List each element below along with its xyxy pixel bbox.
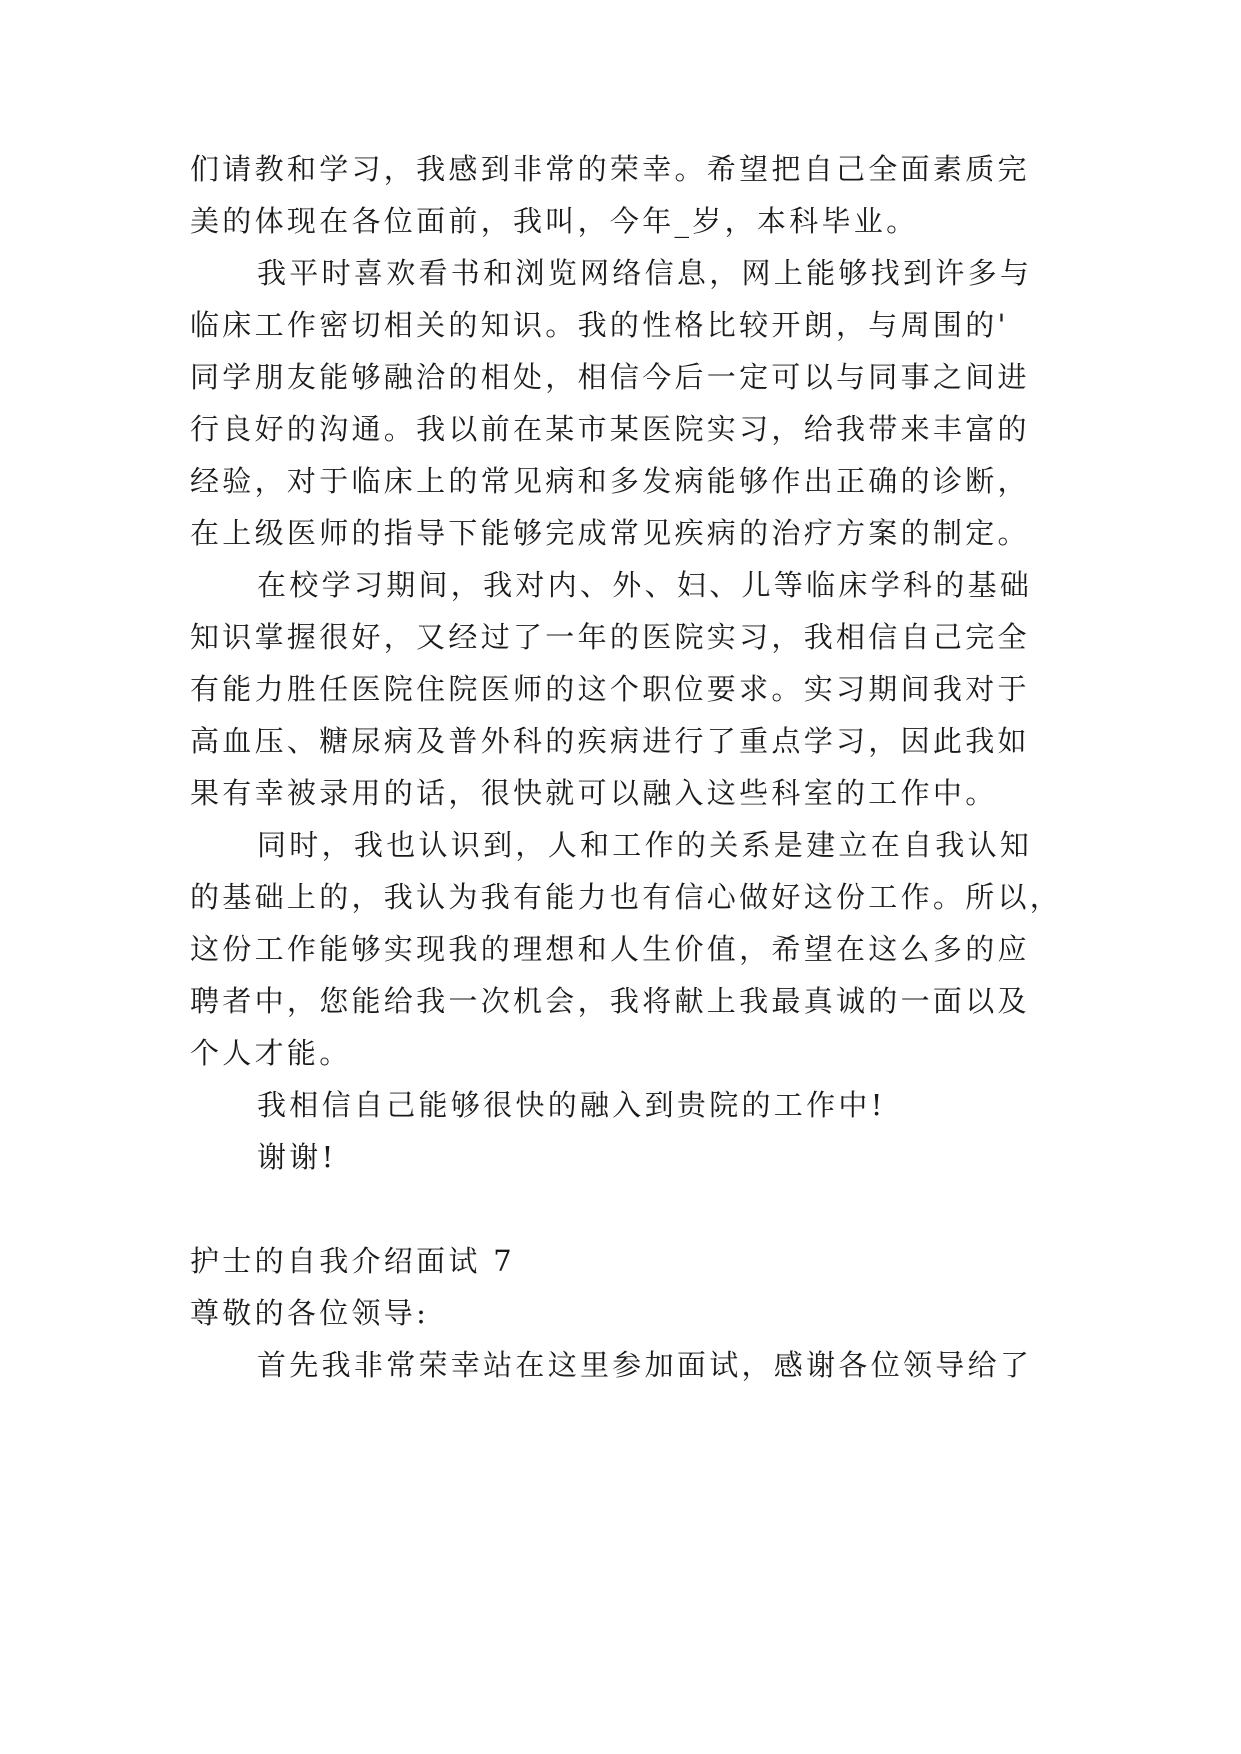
- text-line: 个人才能。: [190, 1036, 352, 1070]
- text-line: 高血压、糖尿病及普外科的疾病进行了重点学习，因此我如: [190, 724, 1030, 758]
- text-line: 经验，对于临床上的常见病和多发病能够作出正确的诊断，: [190, 464, 1030, 498]
- text-line: 这份工作能够实现我的理想和人生价值，希望在这么多的应: [190, 932, 1030, 966]
- text-line: 知识掌握很好，又经过了一年的医院实习，我相信自己完全: [190, 620, 1030, 654]
- paragraph-start-line: 在校学习期间，我对内、外、妇、儿等临床学科的基础: [257, 568, 1033, 602]
- section-title: 护士的自我介绍面试 7: [190, 1244, 515, 1278]
- text-line: 有能力胜任医院住院医师的这个职位要求。实习期间我对于: [190, 672, 1030, 706]
- paragraph-start-line: 我相信自己能够很快的融入到贵院的工作中!: [257, 1088, 886, 1122]
- text-line: 在上级医师的指导下能够完成常见疾病的治疗方案的制定。: [190, 516, 1030, 550]
- paragraph-start-line: 我平时喜欢看书和浏览网络信息，网上能够找到许多与: [257, 256, 1033, 290]
- text-line: 的基础上的，我认为我有能力也有信心做好这份工作。所以，: [190, 880, 1063, 914]
- paragraph-start-line: 同时，我也认识到，人和工作的关系是建立在自我认知: [257, 828, 1033, 862]
- text-line: 果有幸被录用的话，很快就可以融入这些科室的工作中。: [190, 776, 998, 810]
- salutation: 尊敬的各位领导:: [190, 1296, 430, 1330]
- text-line: 同学朋友能够融洽的相处，相信今后一定可以与同事之间进: [190, 360, 1030, 394]
- text-line: 美的体现在各位面前，我叫，今年_岁，本科毕业。: [190, 204, 919, 238]
- text-line: 行良好的沟通。我以前在某市某医院实习，给我带来丰富的: [190, 412, 1030, 446]
- text-line: 临床工作密切相关的知识。我的性格比较开朗，与周围的': [190, 308, 1009, 342]
- paragraph-start-line: 首先我非常荣幸站在这里参加面试，感谢各位领导给了: [257, 1348, 1033, 1382]
- text-line: 们请教和学习，我感到非常的荣幸。希望把自己全面素质完: [190, 152, 1030, 186]
- text-line: 聘者中，您能给我一次机会，我将献上我最真诚的一面以及: [190, 984, 1030, 1018]
- paragraph-start-line: 谢谢!: [257, 1140, 337, 1174]
